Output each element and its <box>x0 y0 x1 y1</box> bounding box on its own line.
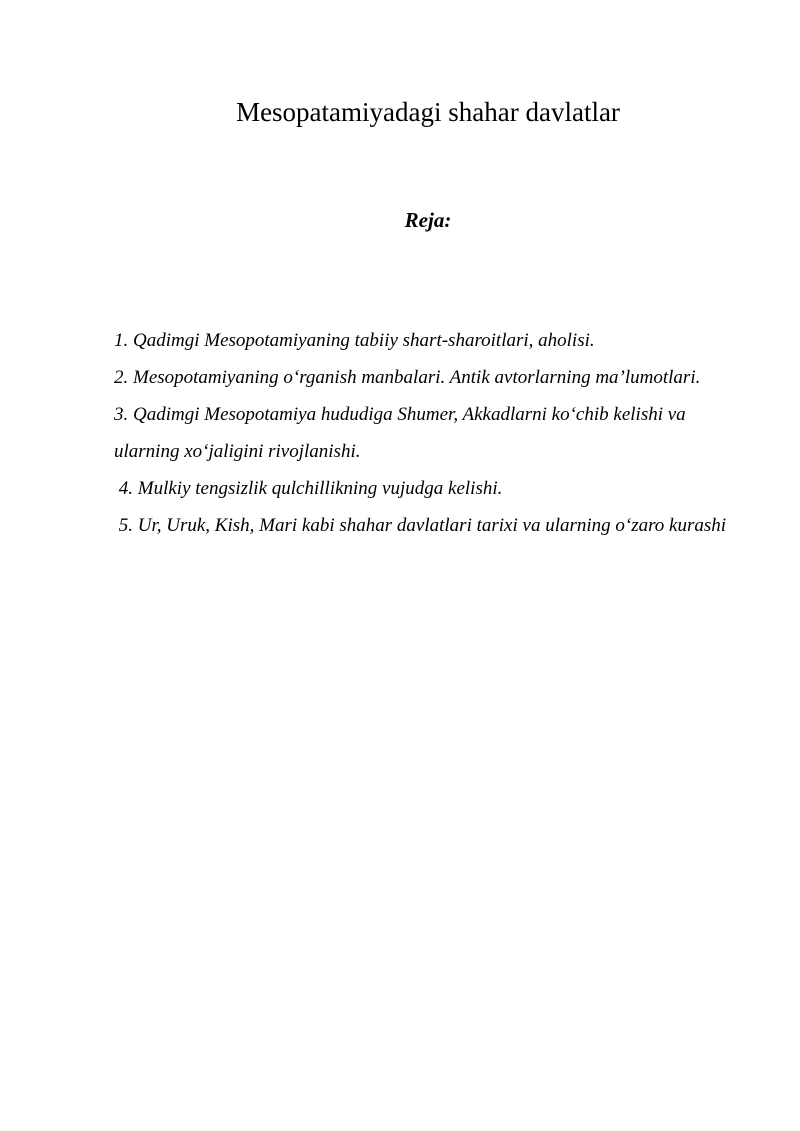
plan-item-2: 2. Mesopotamiyaning o‘rganish manbalari. Antik avtorlarning ma’lumotlari. <box>114 367 701 388</box>
plan-item-3: 3. Qadimgi Mesopotamiya hududiga Shumer, Akkadlarni ko‘chib kelishi va ularning xo‘jaligini rivojlanishi. <box>114 404 691 462</box>
plan-heading: Reja: <box>404 208 452 232</box>
plan-item-4: 4. Mulkiy tengsizlik qulchillikning vujudga kelishi. <box>114 478 503 499</box>
plan-item-5: 5. Ur, Uruk, Kish, Mari kabi shahar davlatlari tarixi va ularning o‘zaro kurashi <box>114 515 727 536</box>
plan-list <box>114 322 754 544</box>
document-title <box>0 92 800 132</box>
document-title-text: Mesopatamiyadagi shahar davlatlar <box>236 97 620 128</box>
plan-item-1: 1. Qadimgi Mesopotamiyaning tabiiy shart-sharoitlari, aholisi. <box>114 330 595 351</box>
